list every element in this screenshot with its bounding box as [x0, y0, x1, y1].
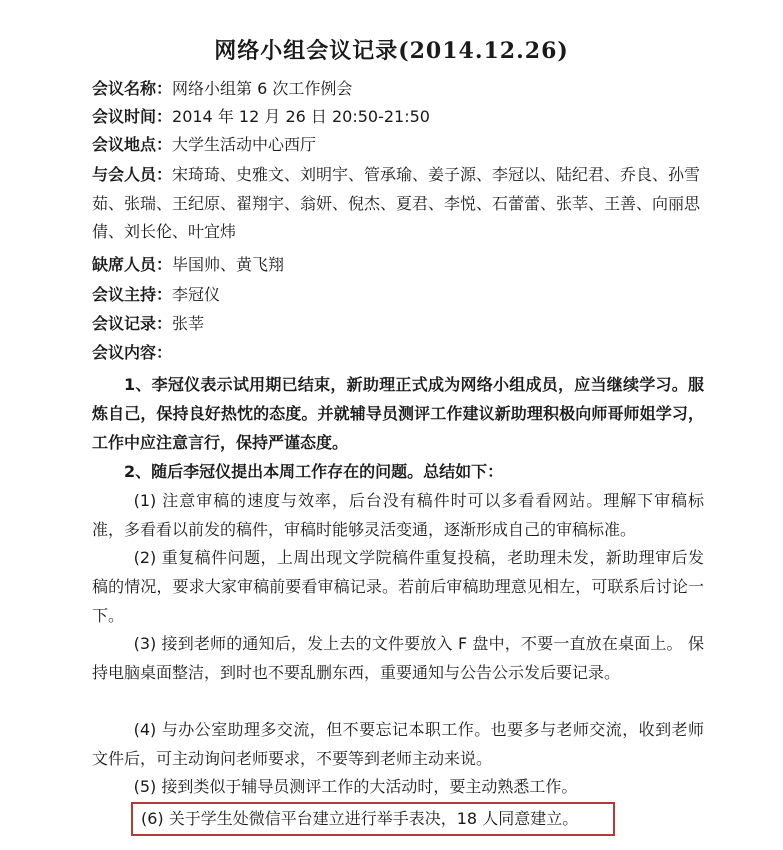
content-paragraph-2: 2、随后李冠仪提出本周工作存在的问题。总结如下： — [124, 462, 504, 481]
host-row — [92, 282, 220, 308]
content-label: 会议内容： — [92, 343, 173, 362]
meeting-time-row — [92, 104, 430, 130]
meeting-place-row — [92, 132, 316, 158]
attendees-row — [92, 161, 712, 247]
host-label: 会议主持： — [92, 285, 173, 304]
absent-label: 缺席人员： — [92, 255, 173, 274]
recorder-value: 张莘 — [172, 314, 205, 333]
content-paragraph-1: 1、李冠仪表示试用期已结束，新助理正式成为网络小组成员，应当继续学习。服炼自己，保持良好热忱的态度。并就辅导员测评工作建议新助理积极向师哥师姐学习，工作中应注意言行，保持严谨态度。 — [92, 375, 704, 452]
content-item-1: (1) 注意审稿的速度与效率，后台没有稿件时可以多看看网站。理解下审稿标准，多看看以前发的稿件，审稿时能够灵活变通，逐渐形成自己的审稿标准。 — [92, 491, 704, 539]
meeting-name-row — [92, 76, 352, 102]
attendees-label: 与会人员： — [92, 165, 173, 184]
recorder-row — [92, 311, 204, 337]
absent-value: 毕国帅、黄飞翔 — [172, 255, 285, 274]
content-item-3: (3) 接到老师的通知后，发上去的文件要放入 F 盘中，不要一直放在桌面上。 保持电脑桌面整洁，到时也不要乱删东西，重要通知与公告公示发后要记录。 — [92, 634, 704, 682]
recorder-label: 会议记录： — [92, 314, 173, 333]
meeting-place-value: 大学生活动中心西厅 — [172, 135, 317, 154]
meeting-name-label: 会议名称： — [92, 79, 173, 98]
content-heading-row — [92, 340, 172, 366]
meeting-time-value: 2014 年 12 月 26 日 20:50-21:50 — [172, 107, 430, 126]
meeting-name-value: 网络小组第 6 次工作例会 — [172, 79, 353, 98]
meeting-place-label: 会议地点： — [92, 135, 173, 154]
document-title: 网络小组会议记录(2014.12.26) — [214, 38, 569, 64]
meeting-time-label: 会议时间： — [92, 107, 173, 126]
content-item-6: (6) 关于学生处微信平台建立进行举手表决，18 人同意建立。 — [141, 809, 579, 828]
content-item-5: (5) 接到类似于辅导员测评工作的大活动时，要主动熟悉工作。 — [133, 777, 578, 796]
absent-row — [92, 252, 284, 278]
attendees-value: 宋琦琦、史雅文、刘明宇、管承瑜、姜子源、李冠以、陆纪君、乔良、孙雪茹、张瑞、王纪原、翟翔宇、翁妍、倪杰、夏君、李悦、石蕾蕾、张莘、王善、向丽思倩、刘长伦、叶宜炜 — [92, 165, 701, 241]
content-item-2: (2) 重复稿件问题，上周出现文学院稿件重复投稿，老助理未发，新助理审后发稿的情况，要求大家审稿前要看审稿记录。若前后审稿助理意见相左，可联系后讨论一下。 — [92, 548, 704, 625]
content-item-4: (4) 与办公室助理多交流，但不要忘记本职工作。也要多与老师交流，收到老师文件后，可主动询问老师要求，不要等到老师主动来说。 — [92, 720, 704, 768]
host-value: 李冠仪 — [172, 285, 221, 304]
